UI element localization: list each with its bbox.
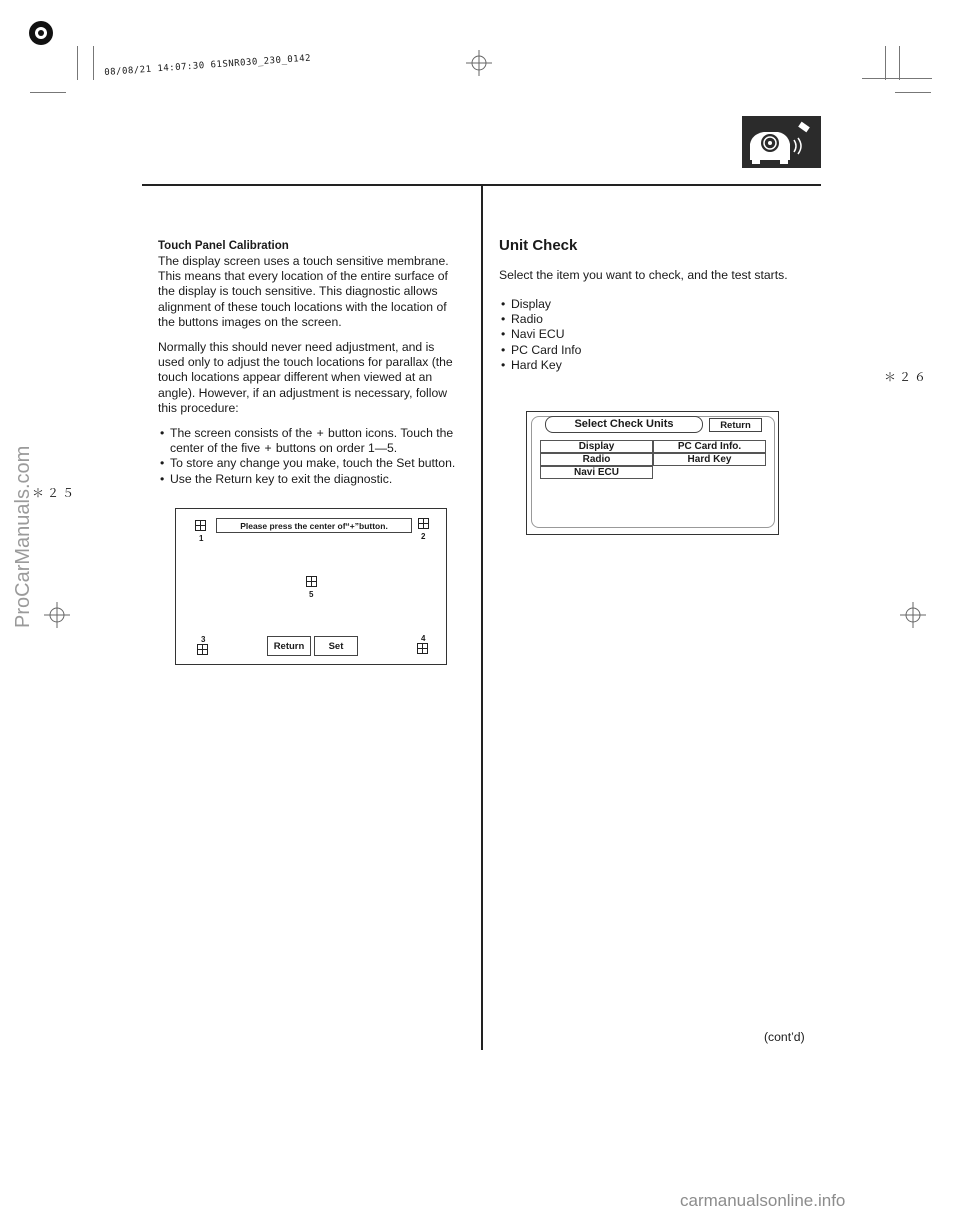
procedure-step-3: • Use the Return key to exit the diagnostic.: [158, 472, 468, 487]
calibration-target-icon[interactable]: [197, 644, 208, 655]
target-number: 5: [309, 590, 314, 599]
column-divider: [481, 186, 483, 1050]
side-watermark: ProCarManuals.com: [12, 445, 34, 628]
dash-icon: —: [374, 441, 388, 456]
continued-note: (cont’d): [764, 1030, 805, 1044]
left-margin-mark: ＊２５: [32, 486, 78, 500]
navigation-system-section-icon: [742, 116, 821, 168]
plus-cross-icon: +: [349, 520, 355, 531]
hard-key-cell[interactable]: Hard Key: [653, 453, 766, 466]
footer-watermark: carmanualsonline.info: [680, 1191, 846, 1210]
procedure-step-1: • The screen consists of the + button icons. Touch the center of the five + buttons on order 1—5.: [158, 426, 468, 456]
navi-ecu-cell[interactable]: Navi ECU: [540, 466, 653, 479]
unit-item: • PC Card Info: [499, 343, 699, 358]
unit-check-intro: Select the item you want to check, and the test starts.: [499, 268, 788, 282]
target-number: 1: [199, 534, 204, 543]
target-number: 2: [421, 532, 426, 541]
calibration-target-icon[interactable]: [418, 518, 429, 529]
calibration-target-icon[interactable]: [417, 643, 428, 654]
pc-card-info-cell[interactable]: PC Card Info.: [653, 440, 766, 453]
procedure-step-2: • To store any change you make, touch the Set button.: [158, 456, 468, 471]
calibration-prompt: Please press the center of“ + ”button.: [216, 518, 412, 533]
radio-cell[interactable]: Radio: [540, 453, 653, 466]
touch-panel-para1: The display screen uses a touch sensitive membrane. This means that every location of the entire surface of the display is touch sensitive. This diagnostic allows alignment of these touch locations with the location of the buttons images on the screen.: [158, 254, 449, 329]
print-stamp: 08/08/21 14:07:30 61SNR030_230_0142: [104, 53, 312, 78]
registration-crosshair-icon: [900, 602, 926, 628]
calibration-target-icon[interactable]: [195, 520, 206, 531]
plus-cross-icon: +: [264, 441, 272, 456]
set-button[interactable]: Set: [314, 636, 358, 656]
target-number: 4: [421, 634, 426, 643]
calibration-target-icon[interactable]: [306, 576, 317, 587]
calibration-screen: [175, 508, 447, 665]
target-number: 3: [201, 635, 206, 644]
unit-check-heading: Unit Check: [499, 237, 578, 254]
unit-check-screen: [526, 411, 779, 535]
right-margin-mark: ＊２６: [884, 370, 930, 384]
unit-check-list: [499, 297, 699, 373]
registration-crosshair-icon: [44, 602, 70, 628]
touch-panel-heading: Touch Panel Calibration: [158, 240, 289, 252]
screen-title: Select Check Units: [545, 416, 703, 433]
display-cell[interactable]: Display: [540, 440, 653, 453]
procedure-list: [158, 426, 468, 487]
return-button[interactable]: Return: [267, 636, 311, 656]
unit-item: • Navi ECU: [499, 327, 699, 342]
registration-disc-icon: [28, 20, 54, 46]
unit-item: • Display: [499, 297, 699, 312]
unit-item: • Radio: [499, 312, 699, 327]
plus-cross-icon: +: [316, 426, 324, 440]
touch-panel-para2: Normally this should never need adjustment, and is used only to adjust the touch locations for parallax (the touch locations appear different when viewed at an angle). However, if an adjustment is necessary, follow this procedure:: [158, 340, 453, 415]
return-button[interactable]: Return: [709, 418, 762, 432]
unit-item: • Hard Key: [499, 358, 699, 373]
registration-crosshair-icon: [466, 50, 492, 76]
